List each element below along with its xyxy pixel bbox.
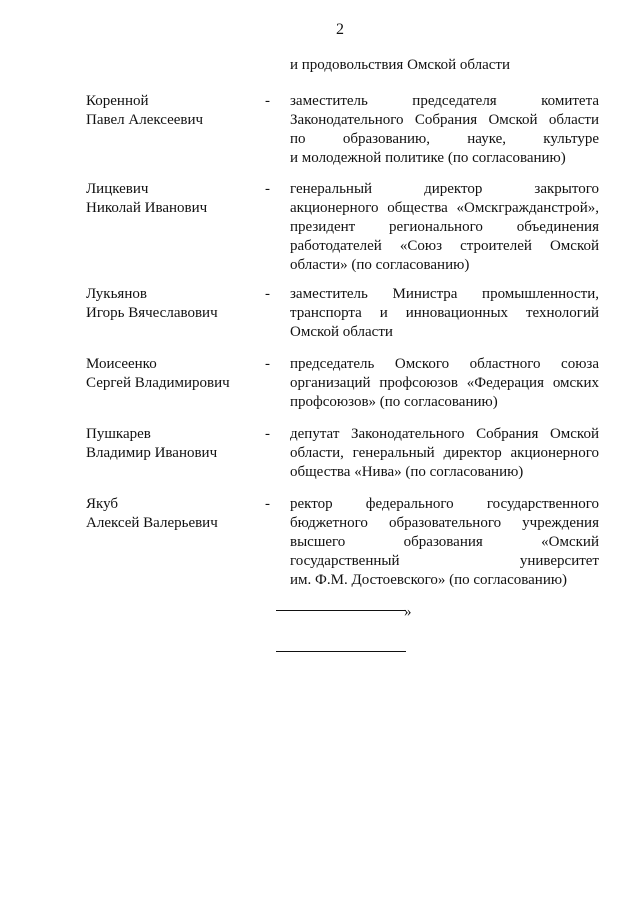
member-surname: Моисеенко xyxy=(86,356,157,372)
position-line: председатель Омского областного союза xyxy=(290,356,599,372)
separator-dash: - xyxy=(265,496,270,512)
member-name xyxy=(86,285,256,323)
position-line: общества «Нива» (по согласованию) xyxy=(290,464,524,480)
position-line: организаций профсоюзов «Федерация омских xyxy=(290,375,599,391)
separator-dash: - xyxy=(265,93,270,109)
member-position xyxy=(290,495,599,590)
member-name xyxy=(86,92,256,130)
continuation-text: и продовольствия Омской области xyxy=(290,57,511,73)
member-name xyxy=(86,180,256,218)
member-given-names: Сергей Владимирович xyxy=(86,375,230,391)
member-position xyxy=(290,355,599,412)
position-line: генеральный директор закрытого xyxy=(290,181,599,197)
member-surname: Лицкевич xyxy=(86,181,149,197)
position-line: Омской области xyxy=(290,324,393,340)
member-given-names: Павел Алексеевич xyxy=(86,112,204,128)
member-name xyxy=(86,495,256,533)
member-given-names: Игорь Вячеславович xyxy=(86,305,218,321)
position-line: работодателей «Союз строителей Омской xyxy=(290,238,599,254)
position-line: и молодежной политике (по согласованию) xyxy=(290,150,566,166)
member-given-names: Николай Иванович xyxy=(86,200,208,216)
member-surname: Коренной xyxy=(86,93,149,109)
signature-line-1 xyxy=(276,610,406,611)
position-line: заместитель Министра промышленности, xyxy=(290,286,599,302)
separator-dash: - xyxy=(265,426,270,442)
position-line: Законодательного Собрания Омской области xyxy=(290,112,599,128)
position-line: области» (по согласованию) xyxy=(290,257,470,273)
position-line: заместитель председателя комитета xyxy=(290,93,599,109)
member-name xyxy=(86,425,256,463)
separator-dash: - xyxy=(265,286,270,302)
member-surname: Лукьянов xyxy=(86,286,147,302)
member-given-names: Владимир Иванович xyxy=(86,445,218,461)
member-surname: Пушкарев xyxy=(86,426,151,442)
position-line: им. Ф.М. Достоевского» (по согласованию) xyxy=(290,572,568,588)
position-line: депутат Законодательного Собрания Омской xyxy=(290,426,599,442)
member-given-names: Алексей Валерьевич xyxy=(86,515,218,531)
position-line: акционерного общества «Омскгражданстрой», xyxy=(290,200,599,216)
separator-dash: - xyxy=(265,356,270,372)
position-line: бюджетного образовательного учреждения xyxy=(290,515,599,531)
position-line: профсоюзов» (по согласованию) xyxy=(290,394,498,410)
position-line: государственный университет xyxy=(290,553,599,569)
position-line: ректор федерального государственного xyxy=(290,496,599,512)
separator-dash: - xyxy=(265,181,270,197)
position-line: области, генеральный директор акционерного xyxy=(290,445,599,461)
member-position xyxy=(290,92,599,168)
position-line: по образованию, науке, культуре xyxy=(290,131,599,147)
member-surname: Якуб xyxy=(86,496,119,512)
member-position xyxy=(290,180,599,275)
member-name xyxy=(86,355,256,393)
member-position xyxy=(290,425,599,482)
page-number: 2 xyxy=(336,21,344,38)
position-line: высшего образования «Омский xyxy=(290,534,599,550)
member-position xyxy=(290,285,599,342)
position-line: президент регионального объединения xyxy=(290,219,599,235)
signature-line-2 xyxy=(276,651,406,652)
position-line: транспорта и инновационных технологий xyxy=(290,305,599,321)
closing-quote: » xyxy=(404,604,412,620)
